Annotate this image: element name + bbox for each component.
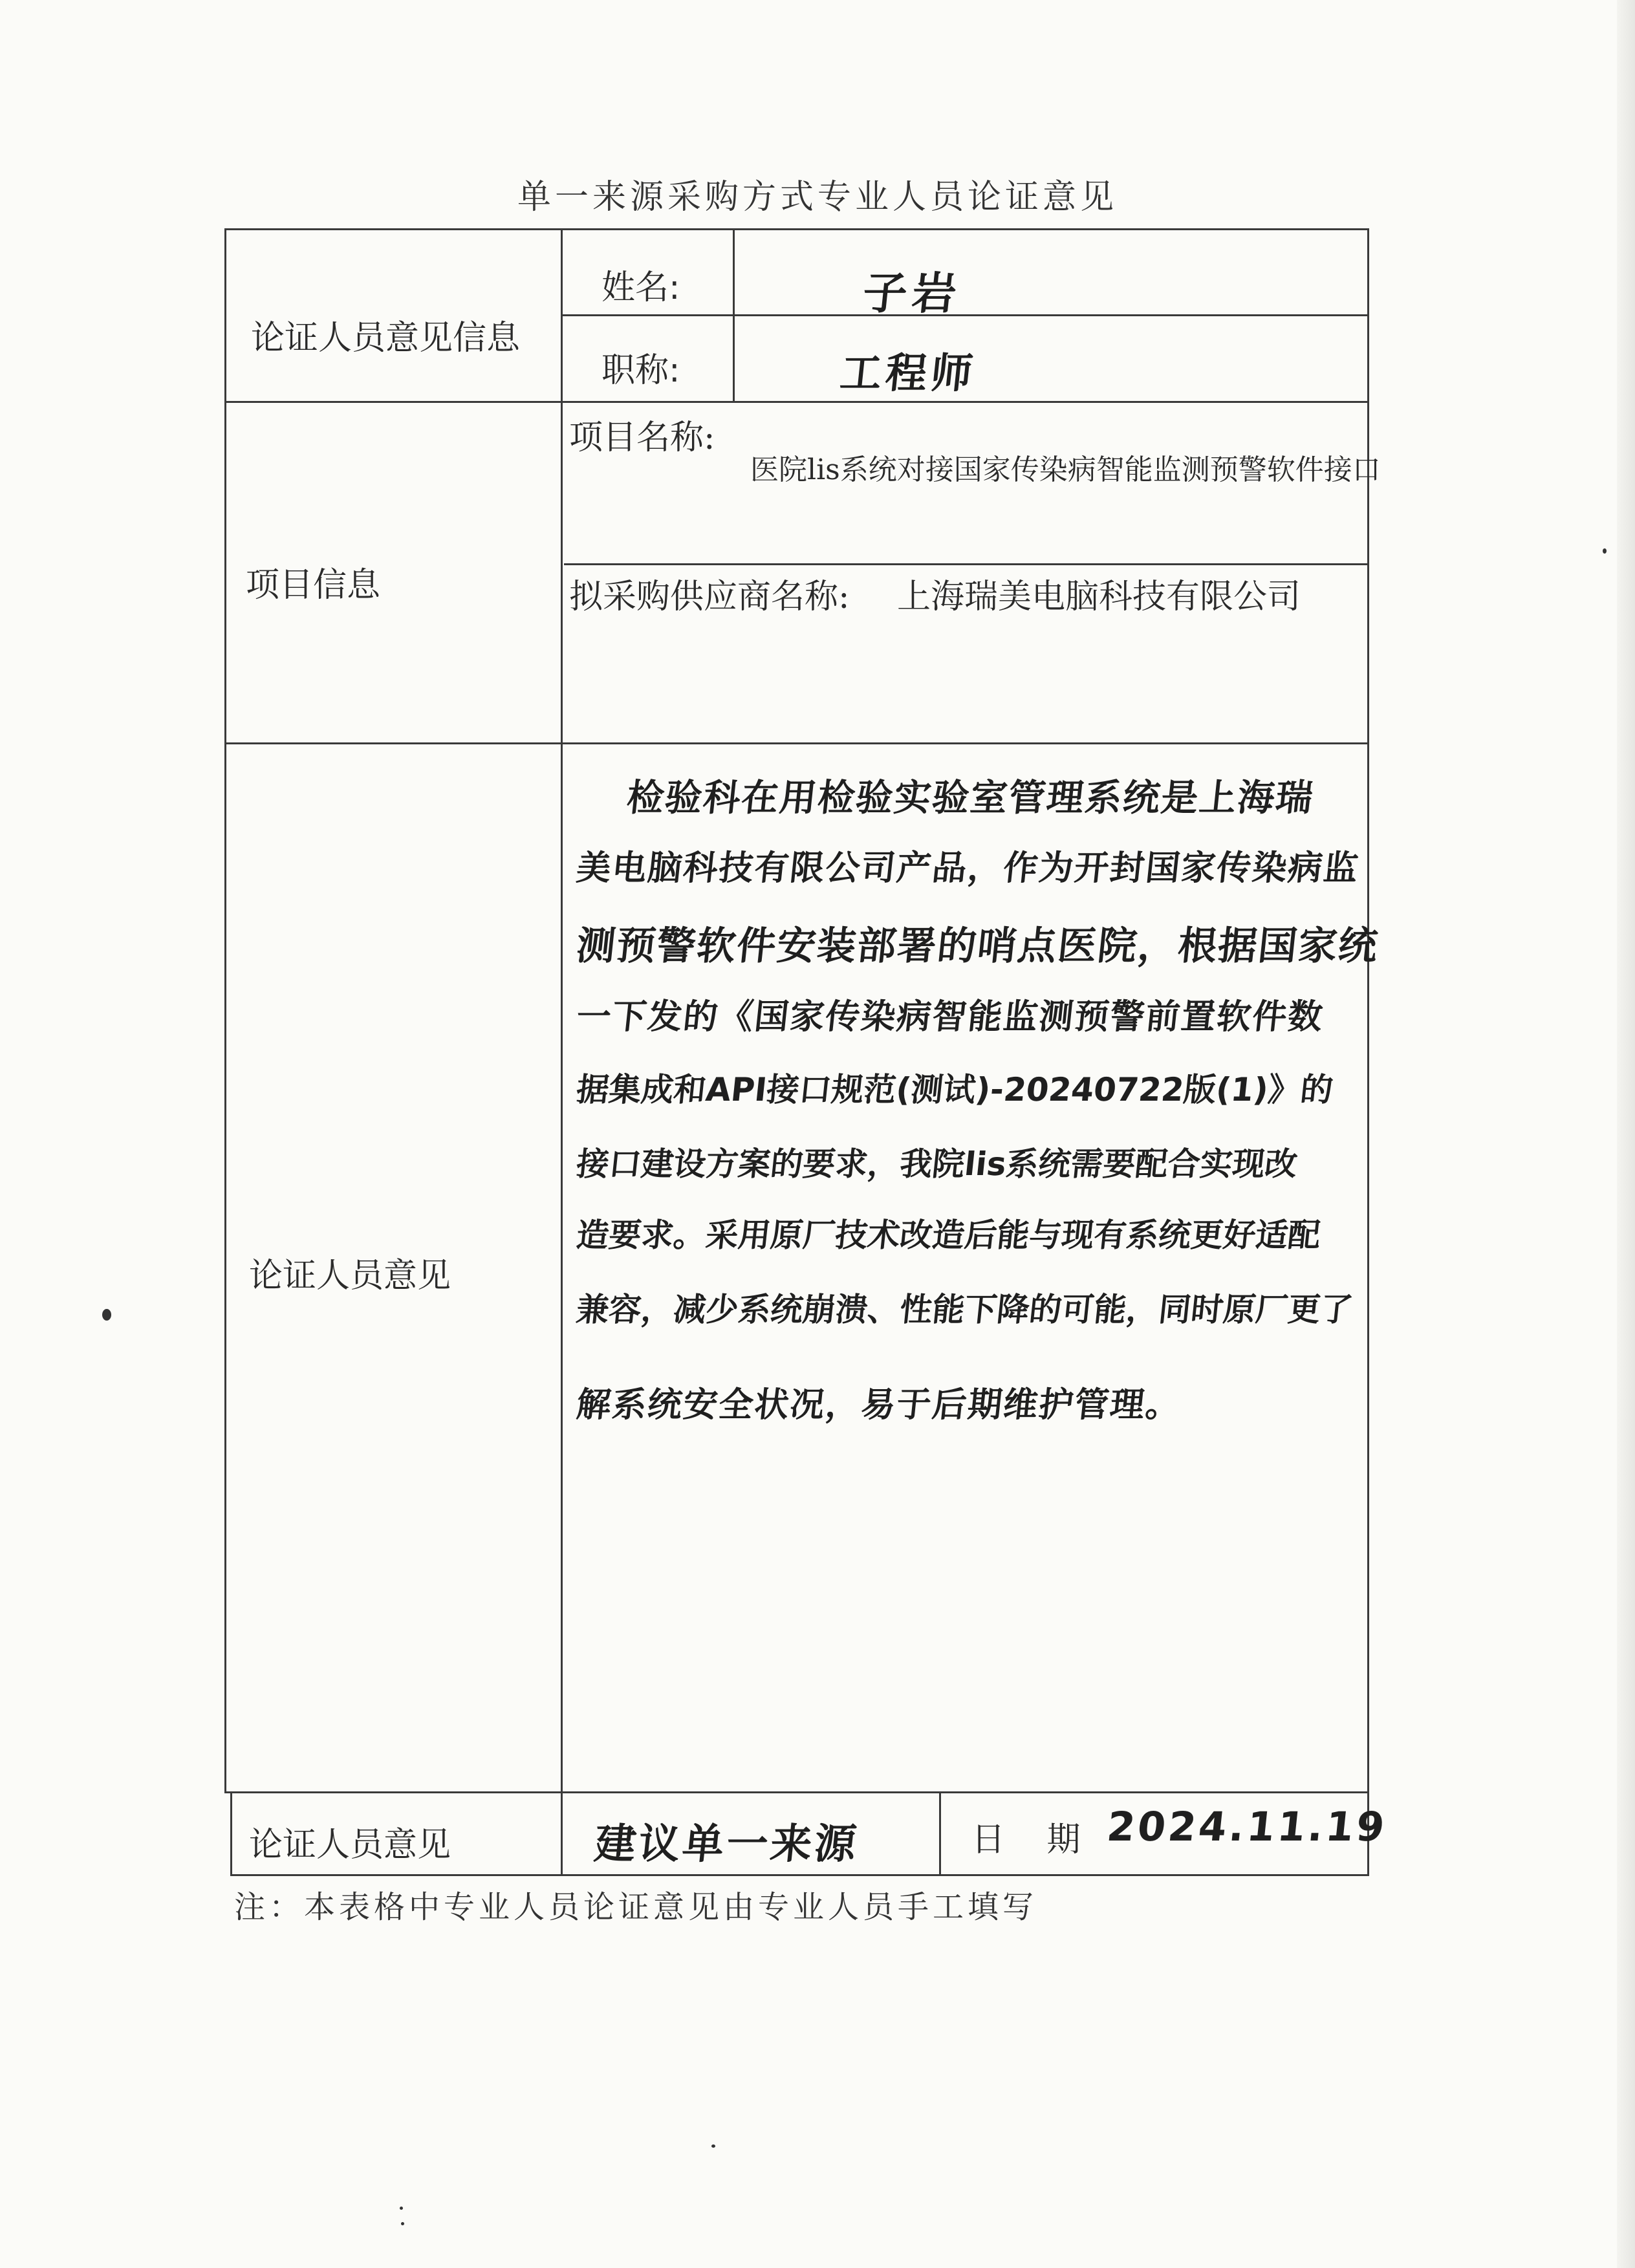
opinion-line: 测预警软件安装部署的哨点医院，根据国家统	[574, 923, 1381, 969]
section-opinion-label: 论证人员意见	[249, 1257, 451, 1295]
table-border-top	[224, 228, 1369, 230]
opinion-line: 接口建设方案的要求，我院lis系统需要配合实现改	[574, 1145, 1299, 1183]
supplier-value: 上海瑞美电脑科技有限公司	[897, 578, 1301, 616]
project-row-divider	[564, 563, 1369, 565]
footnote: 注：本表格中专业人员论证意见由专业人员手工填写	[234, 1889, 1038, 1925]
position-value: 工程师	[838, 350, 979, 398]
scan-speck	[401, 2222, 404, 2225]
opinion-line: 造要求。采用原厂技术改造后能与现有系统更好适配	[574, 1216, 1323, 1254]
date-column-divider	[939, 1791, 941, 1876]
row-divider-2	[224, 742, 1369, 744]
opinion-line: 据集成和API接口规范(测试)-20240722版(1)》的	[574, 1071, 1335, 1108]
table-border-bottom	[230, 1874, 1369, 1876]
scan-speck	[1603, 548, 1607, 554]
section-project-info-label: 项目信息	[246, 566, 381, 605]
scan-speck	[102, 1309, 111, 1321]
opinion-line: 一下发的《国家传染病智能监测预警前置软件数	[574, 997, 1326, 1037]
conclusion-value: 建议单一来源	[592, 1820, 861, 1868]
project-name-value: 医院lis系统对接国家传染病智能监测预警软件接口	[750, 453, 1381, 486]
name-label: 姓名:	[601, 268, 680, 307]
date-value: 2024.11.19	[1105, 1803, 1390, 1850]
opinion-line: 检验科在用检验实验室管理系统是上海瑞	[625, 777, 1316, 819]
position-label: 职称:	[601, 351, 680, 390]
project-name-label: 项目名称:	[569, 418, 715, 457]
field-value-divider	[733, 228, 735, 403]
supplier-label: 拟采购供应商名称:	[569, 578, 850, 616]
document-title: 单一来源采购方式专业人员论证意见	[517, 178, 1118, 217]
opinion-line: 兼容，减少系统崩溃、性能下降的可能，同时原厂更了	[574, 1291, 1355, 1328]
scan-speck	[400, 2207, 403, 2210]
conclusion-row-label: 论证人员意见	[249, 1826, 451, 1864]
label-column-divider	[561, 228, 563, 1876]
table-border-left-lower	[230, 1791, 232, 1876]
date-label: 日 期	[971, 1820, 1096, 1859]
section-reviewer-info-label: 论证人员意见信息	[251, 319, 521, 358]
row-divider-1	[224, 401, 1369, 403]
opinion-line: 解系统安全状况，易于后期维护管理。	[574, 1385, 1184, 1425]
name-value: 子岩	[860, 268, 964, 319]
page-edge-shadow	[1617, 0, 1635, 2268]
table-border-left	[224, 228, 226, 1793]
scan-speck	[711, 2144, 715, 2148]
row-divider-3	[224, 1791, 1369, 1793]
opinion-line: 美电脑科技有限公司产品，作为开封国家传染病监	[574, 848, 1361, 888]
name-row-divider	[561, 314, 1369, 316]
